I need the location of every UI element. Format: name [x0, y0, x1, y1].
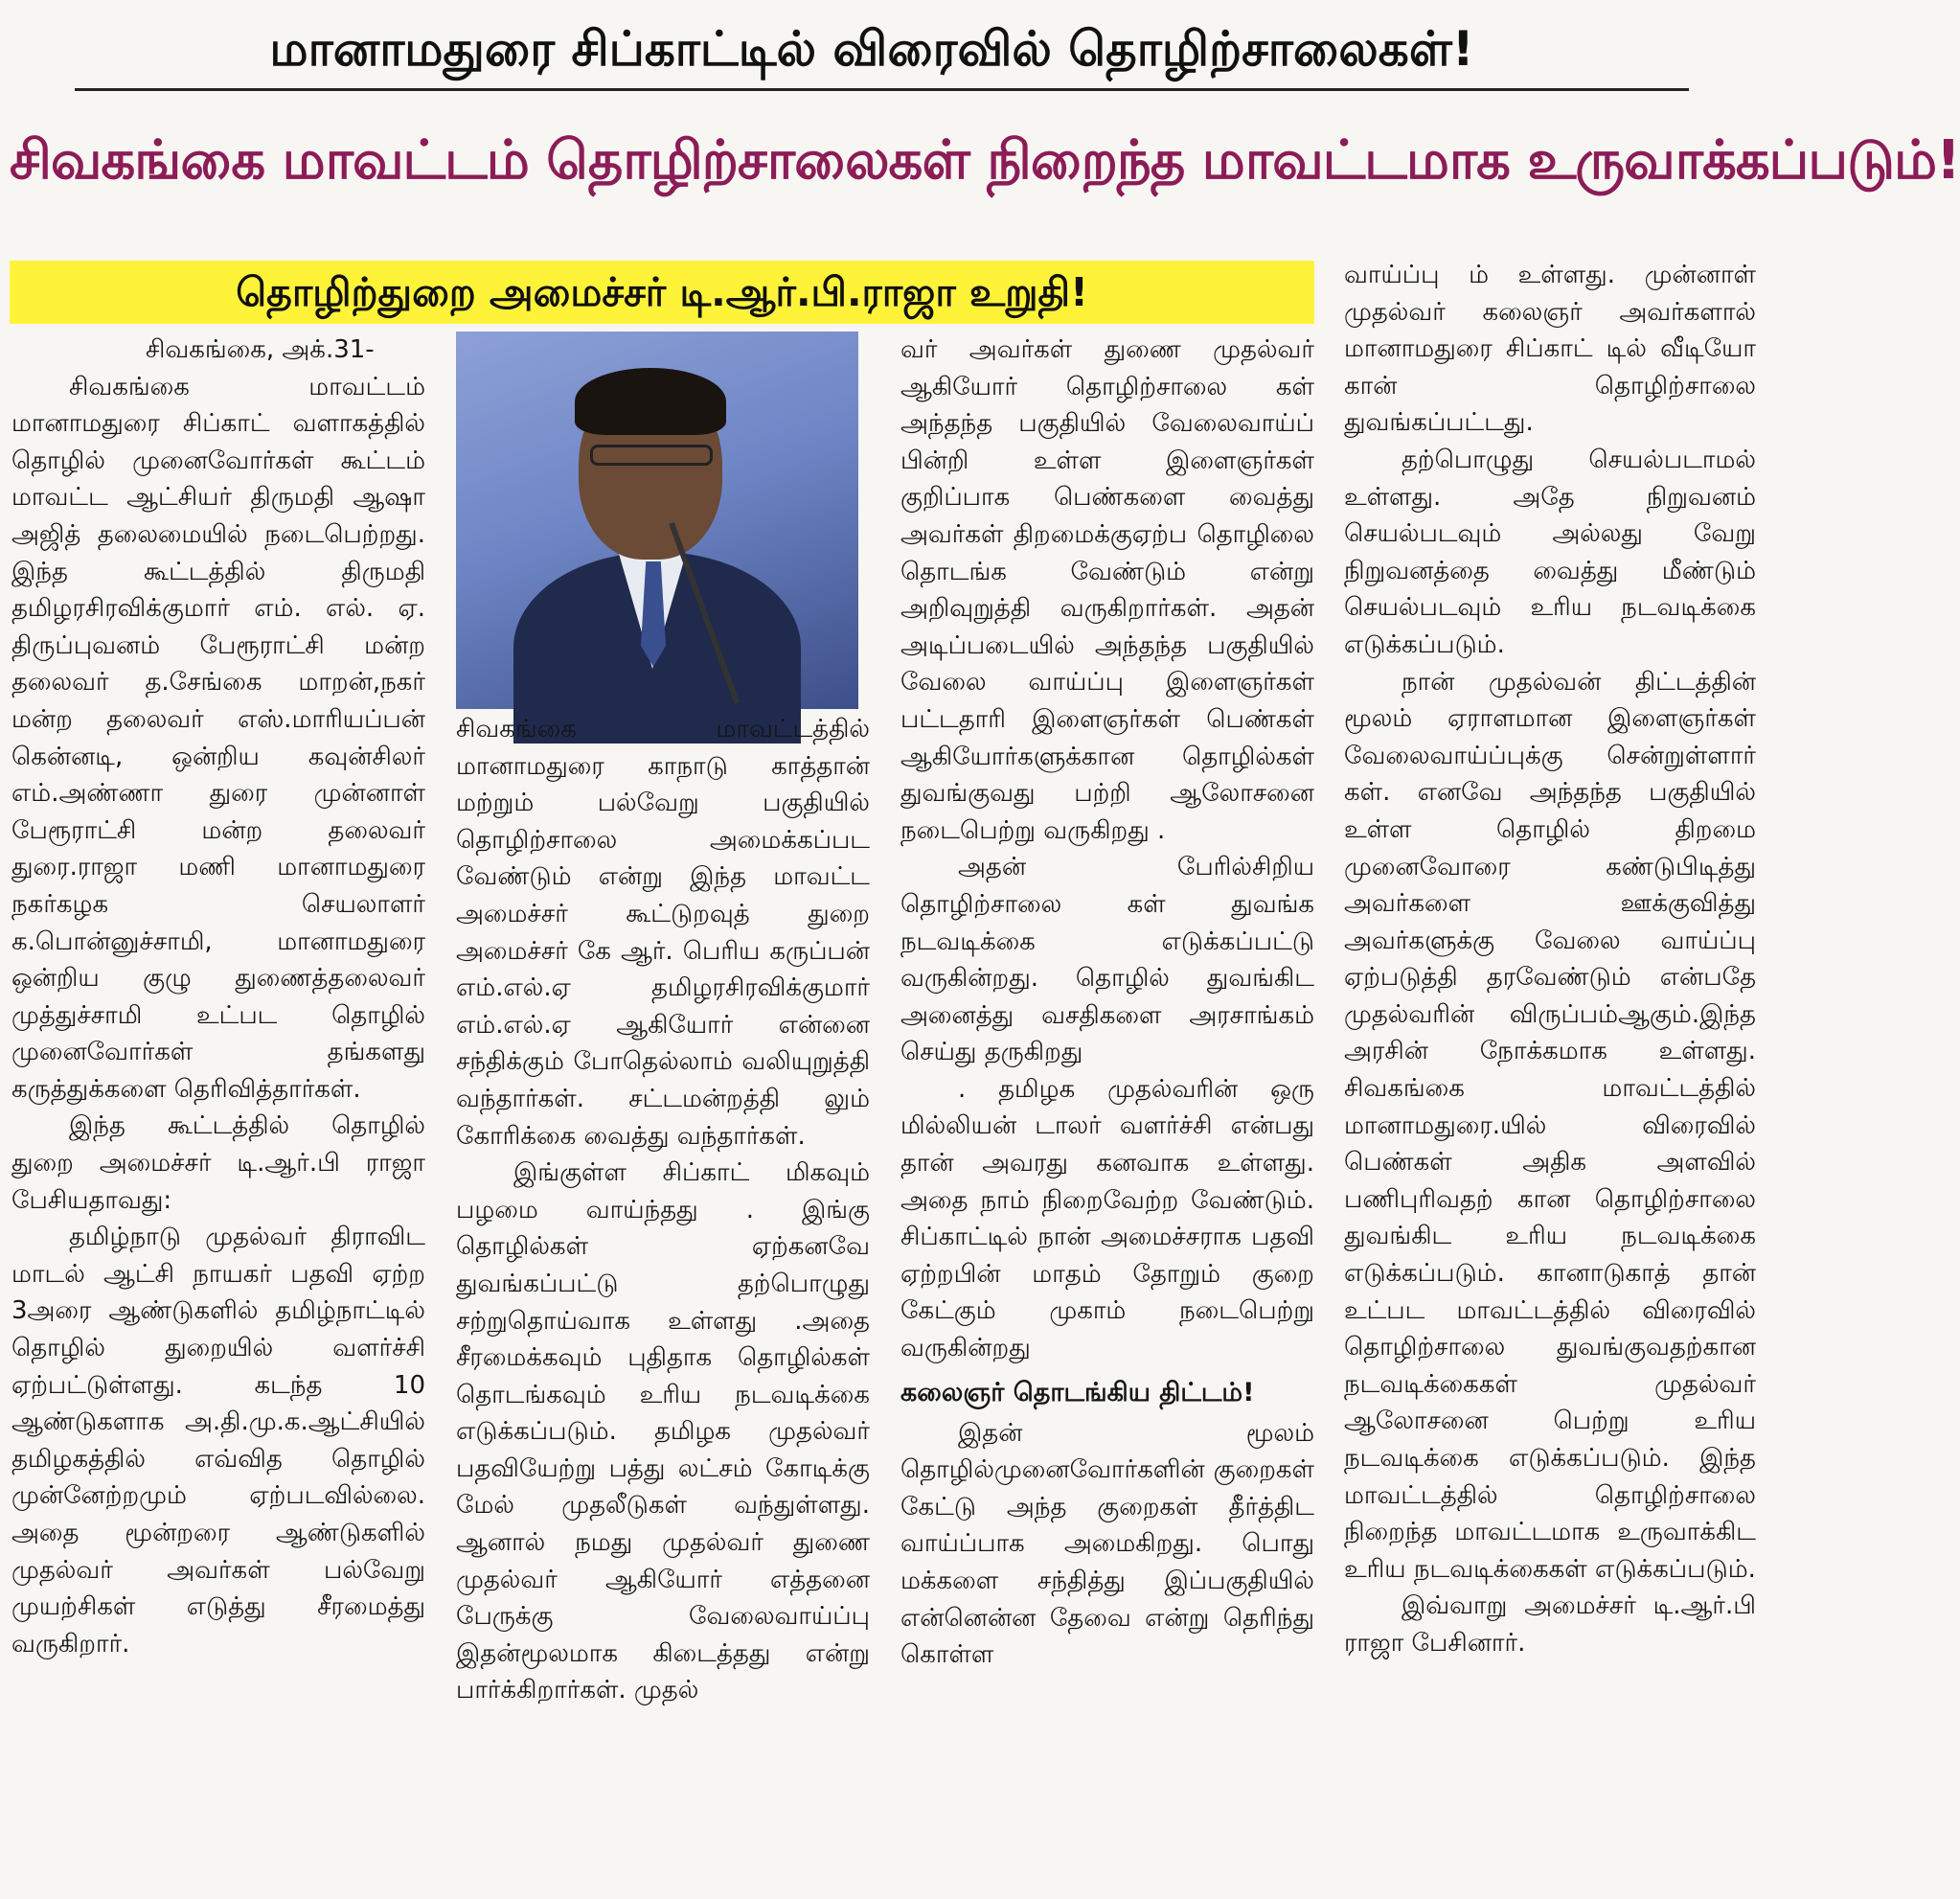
sub-headline: தொழிற்துறை அமைச்சர் டி.ஆர்.பி.ராஜா உறுதி! [10, 261, 1314, 324]
paragraph: இதன் மூலம் தொழில்முனைவோர்களின் குறைகள் கேட்டு அந்த குறைகள் தீர்த்திட வாய்ப்பாக அமைகிறது. பொது மக்களை சந்தித்து இப்பகுதியில் என்னென்ன தேவை என்று தெரிந்து கொள்ள [900, 1418, 1314, 1670]
article-column-2 [456, 711, 870, 1899]
photo-hair [575, 368, 726, 435]
paragraph: இந்த கூட்டத்தில் தொழில் துறை அமைச்சர் டி.ஆர்.பி ராஜா பேசியதாவது: [11, 1111, 425, 1215]
paragraph: சிவகங்கை மாவட்டத்தில் மானாமதுரை காநாடு காத்தான் மற்றும் பல்வேறு பகுதியில் தொழிற்சாலை அமைக்கப்பட வேண்டும் என்று இந்த மாவட்ட அமைச்சர் கூட்டுறவுத் துறை அமைச்சர் கே ஆர். பெரிய கருப்பன் எம்.எல்.ஏ தமிழரசிரவிக்குமார் எம்.எல்.ஏ ஆகியோர் என்னை சந்திக்கும் போதெல்லாம் வலியுறுத்தி வந்தார்கள். சட்டமன்றத்தி லும் கோரிக்கை வைத்து வந்தார்கள். [456, 715, 870, 1151]
paragraph: தமிழ்நாடு முதல்வர் திராவிட மாடல் ஆட்சி நாயகர் பதவி ஏற்ற 3அரை ஆண்டுகளில் தமிழ்நாட்டில் தொழில் துறையில் வளர்ச்சி ஏற்பட்டுள்ளது. கடந்த 10 ஆண்டுகளாக அ.தி.மு.க.ஆட்சியில் தமிழகத்தில் எவ்வித தொழில் முன்னேற்றமும் ஏற்படவில்லை. அதை மூன்றரை ஆண்டுகளில் முதல்வர் அவர்கள் பல்வேறு முயற்சிகள் எடுத்து சீரமைத்து வருகிறார். [11, 1223, 425, 1659]
top-headline: மானாமதுரை சிப்காட்டில் விரைவில் தொழிற்சாலைகள்! [269, 21, 1474, 77]
headline-underline [75, 88, 1689, 91]
minister-photo [456, 332, 858, 709]
paragraph: இங்குள்ள சிப்காட் மிகவும் பழமை வாய்ந்தது . இங்கு தொழில்கள் ஏற்கனவே துவங்கப்பட்டு தற்பொழுது சற்றுதொய்வாக உள்ளது .அதை சீரமைக்கவும் புதிதாக தொழில்கள் தொடங்கவும் உரிய நடவடிக்கை எடுக்கப்படும். தமிழக முதல்வர் பதவியேற்று பத்து லட்சம் கோடிக்கு மேல் முதலீடுகள் வந்துள்ளது. ஆனால் நமது முதல்வர் துணை முதல்வர் ஆகியோர் எத்தனை பேருக்கு வேலைவாய்ப்பு இதன்மூலமாக கிடைத்தது என்று பார்க்கிறார்கள். முதல் [456, 1158, 870, 1705]
paragraph: வர் அவர்கள் துணை முதல்வர் ஆகியோர் தொழிற்சாலை கள் அந்தந்த பகுதியில் வேலைவாய்ப் பின்றி உள்ள இளைஞர்கள் குறிப்பாக பெண்களை வைத்து அவர்கள் திறமைக்குஏற்ப தொழிலை தொடங்க வேண்டும் என்று அறிவுறுத்தி வருகிறார்கள். அதன் அடிப்படையில் அந்தந்த பகுதியில் வேலை வாய்ப்பு இளைஞர்கள் பட்டதாரி இளைஞர்கள் பெண்கள் ஆகியோர்களுக்கான தொழில்கள் துவங்குவது பற்றி ஆலோசனை நடைபெற்று வருகிறது . [900, 335, 1314, 845]
paragraph: சிவகங்கை மாவட்டம் மானாமதுரை சிப்காட் வளாகத்தில் தொழில் முனைவோர்கள் கூட்டம் மாவட்ட ஆட்சியர் திருமதி ஆஷா அஜித் தலைமையில் நடைபெற்றது. இந்த கூட்டத்தில் திருமதி தமிழரசிரவிக்குமார் எம். எல். ஏ. திருப்புவனம் பேரூராட்சி மன்ற தலைவர் த.சேங்கை மாறன்,நகர் மன்ற தலைவர் எஸ்.மாரியப்பன் கென்னடி, ஒன்றிய கவுன்சிலர் எம்.அண்ணா துரை முன்னாள் பேரூராட்சி மன்ற தலைவர் துரை.ராஜா மணி மானாமதுரை நகர்கழக செயலாளர் க.பொன்னுச்சாமி, மானாமதுரை ஒன்றிய குழு துணைத்தலைவர் முத்துச்சாமி உட்பட தொழில் முனைவோர்கள் தங்களது கருத்துக்களை தெரிவித்தார்கள். [11, 372, 425, 1104]
article-column-3 [900, 332, 1314, 1899]
paragraph: அதன் பேரில்சிறிய தொழிற்சாலை கள் துவங்க நடவடிக்கை எடுக்கப்பட்டு வருகின்றது. தொழில் துவங்கிட அனைத்து வசதிகளை அரசாங்கம் செய்து தருகிறது [900, 853, 1314, 1067]
article-column-1 [11, 332, 425, 1899]
main-headline: சிவகங்கை மாவட்டம் தொழிற்சாலைகள் நிறைந்த மாவட்டமாக உருவாக்கப்படும்! [10, 129, 1960, 192]
paragraph: நான் முதல்வன் திட்டத்தின் மூலம் ஏராளமான இளைஞர்கள் வேலைவாய்ப்புக்கு சென்றுள்ளார் கள். எனவே அந்தந்த பகுதியில் உள்ள தொழில் திறமை முனைவோரை கண்டுபிடித்து அவர்களை ஊக்குவித்து அவர்களுக்கு வேலை வாய்ப்பு ஏற்படுத்தி தரவேண்டும் என்பதே முதல்வரின் விருப்பம்ஆகும்.இந்த அரசின் நோக்கமாக உள்ளது. சிவகங்கை மாவட்டத்தில் மானாமதுரை.யில் விரைவில் பெண்கள் அதிக அளவில் பணிபுரிவதற் கான தொழிற்சாலை துவங்கிட உரிய நடவடிக்கை எடுக்கப்படும். கானாடுகாத் தான் உட்பட மாவட்டத்தில் விரைவில் தொழிற்சாலை துவங்குவதற்கான நடவடிக்கைகள் முதல்வர் ஆலோசனை பெற்று உரிய நடவடிக்கை எடுக்கப்படும். இந்த மாவட்டத்தில் தொழிற்சாலை நிறைந்த மாவட்டமாக உருவாக்கிட உரிய நடவடிக்கைகள் எடுக்கப்படும். [1344, 667, 1756, 1584]
paragraph: வாய்ப்பு ம் உள்ளது. முன்னாள் முதல்வர் கலைஞர் அவர்களால் மானாமதுரை சிப்காட் டில் வீடியோ கான் தொழிற்சாலை துவங்கப்பட்டது. [1344, 261, 1756, 438]
photo-glasses [590, 445, 713, 466]
section-subheading: கலைஞர் தொடங்கிய திட்டம்! [900, 1377, 1255, 1407]
article-column-4 [1344, 257, 1756, 1899]
paragraph: . தமிழக முதல்வரின் ஒரு மில்லியன் டாலர் வளர்ச்சி என்பது தான் அவரது கனவாக உள்ளது. அதை நாம் நிறைவேற்ற வேண்டும். சிப்காட்டில் நான் அமைச்சராக பதவி ஏற்றபின் மாதம் தோறும் குறை கேட்கும் முகாம் நடைபெற்று வருகின்றது [900, 1074, 1314, 1363]
dateline: சிவகங்கை, அக்.31- [146, 335, 375, 364]
paragraph: தற்பொழுது செயல்படாமல் உள்ளது. அதே நிறுவனம் செயல்படவும் அல்லது வேறு நிறுவனத்தை வைத்து மீண்டும் செயல்படவும் உரிய நடவடிக்கை எடுக்கப்படும். [1344, 445, 1756, 659]
paragraph: இவ்வாறு அமைச்சர் டி.ஆர்.பி ராஜா பேசினார். [1344, 1591, 1756, 1658]
